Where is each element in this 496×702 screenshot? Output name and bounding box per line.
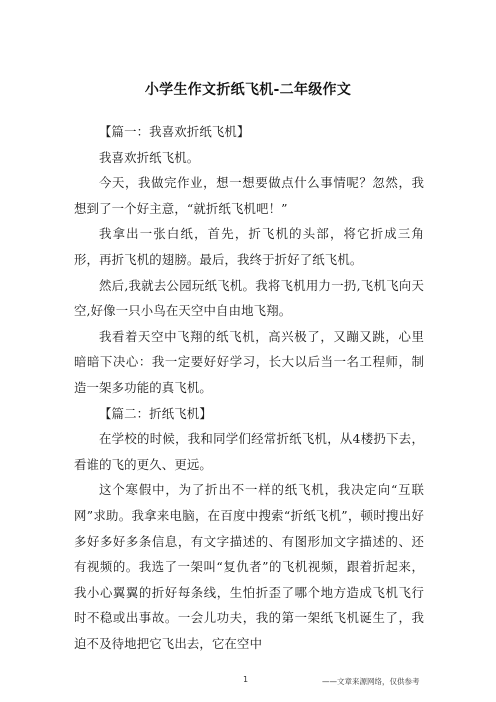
paragraph: 今天，我做完作业，想一想要做点什么事情呢？忽然，我想到了一个好主意，“就折纸飞机吧！”: [74, 175, 424, 216]
footer-note: ——文章来源网络，仅供参考: [322, 677, 420, 686]
paragraph: 然后,我就去公园玩纸飞机。我将飞机用力一扔,飞机飞向天空,好像一只小鸟在天空中自由地飞翔。: [74, 277, 424, 319]
paragraph: 在学校的时候，我和同学们经常折纸飞机，从4楼扔下去，看谁的飞的更久、更远。: [74, 431, 424, 472]
paragraph: 我拿出一张白纸，首先，折飞机的头部，将它折成三角形，再折飞机的翅膀。最后，我终于折好了纸飞机。: [74, 226, 424, 267]
section-heading-2: 【篇二：折纸飞机】: [99, 405, 212, 421]
paragraph: 我看着天空中飞翔的纸飞机，高兴极了，又蹦又跳，心里暗暗下决心：我一定要好好学习，长大以后当一名工程师，制造一架多功能的真飞机。: [74, 328, 424, 395]
paragraph: 这个寒假中，为了折出不一样的纸飞机，我决定向“互联网”求助。我拿来电脑，在百度中搜索“折纸飞机”，顿时搜出好多好多好多条信息，有文字描述的、有图形加文字描述的、还有视频的。我选了一架叫“复仇者”的飞机视频，跟着折起来，我小心翼翼的折好每条线，生怕折歪了哪个地方造成飞机飞行时不稳或出事故。一会儿功夫，我的第一架纸飞机诞生了，我迫不及待地把它飞出去，它在空中: [74, 482, 424, 651]
document-body: [74, 119, 424, 656]
section-heading-1: 【篇一：我喜欢折纸飞机】: [99, 124, 250, 139]
paragraph: 我喜欢折纸飞机。: [99, 149, 200, 165]
page-number: 1: [243, 675, 249, 684]
document-title: 小学生作文折纸飞机-二年级作文: [144, 82, 352, 98]
